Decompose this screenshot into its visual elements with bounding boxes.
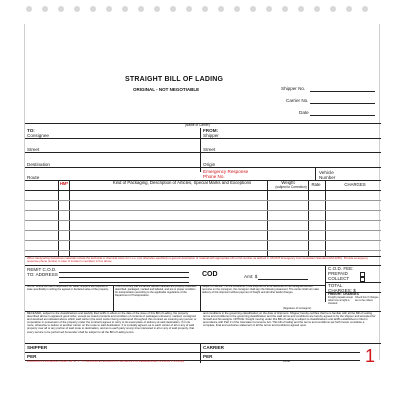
carrier-no-field[interactable] bbox=[310, 103, 375, 104]
terms-text: and conditions in the governing classification on the date of shipment. Shipper hereby certifies that he is familiar with all the Bill of Lading terms and conditions in the governing classification and the said terms and conditions are hereby agreed to by the shipper and accepted for himself and his assigns. NOTICE: Freight moving under this Bill of Lading is subject to classifications and tariffs established or filed in accordance with Part II of the Interstate Commerce Act. This bill of lading and the terms and conditions set forth herein constitute a complete, final and exclusive statement of all the terms and conditions agreed upon. bbox=[203, 312, 376, 328]
cod-amount-field[interactable] bbox=[258, 279, 308, 280]
col-description-header: Kind of Packaging, Description of Articles, Special Marks and Exceptions bbox=[112, 180, 252, 185]
origin-field[interactable] bbox=[200, 167, 381, 168]
shipper-street-field[interactable] bbox=[200, 152, 381, 153]
destination-field[interactable] bbox=[25, 167, 200, 168]
total-charges-label: TOTAL CHARGES: $ bbox=[328, 283, 356, 293]
name-of-carrier-label: (Name of Carrier) bbox=[185, 123, 210, 127]
remit-label: REMIT C.O.D. TO: ADDRESS bbox=[27, 267, 58, 277]
col-weight-subheader: (subject to Correction) bbox=[275, 185, 307, 189]
consignee-label: Consignee bbox=[27, 133, 49, 138]
hazmat-footer: *HAZARDOUS MATERIALS MARK WITH "X" TO DESIGNATE HAZARDOUS MATERIALS AS REFERENCED IN 49CFR 172.201(A) bbox=[26, 360, 185, 363]
col-charges-header: CHARGES bbox=[344, 182, 366, 187]
carrier-per-label: PER bbox=[203, 354, 213, 359]
phone-no-label: Phone No. bbox=[203, 174, 225, 179]
table-row[interactable] bbox=[25, 210, 381, 211]
footer-date-label: DATE bbox=[283, 360, 290, 363]
cod-fee-label: C.O.D. FEE: PREPAID COLLECT bbox=[328, 266, 354, 281]
shipper-no-field[interactable] bbox=[310, 91, 375, 92]
value-note: NOTE: Where the rate is dependent on value, shippers are required to state specifically in writing the agreed or declared value of the property. bbox=[27, 286, 109, 291]
table-row[interactable] bbox=[25, 230, 381, 231]
table-row[interactable] bbox=[25, 240, 381, 241]
col-weight-header: Weight bbox=[281, 180, 295, 185]
shipper-no-label: Shipper No. bbox=[281, 86, 306, 91]
amt-label: Amt: $ bbox=[244, 274, 258, 279]
col-rate-header: Rate bbox=[311, 182, 321, 187]
shipper-signature-label: SHIPPER bbox=[27, 345, 48, 350]
copy-number: 1 bbox=[365, 346, 376, 366]
subject-note: Subject to Section 7 of the conditions, if this shipment is to be delivered to the consignee without recourse on the consignor, the consignor shall sign the following statement: The carrier shall not make delivery of this shipment without payment of freight and all other lawful charges. bbox=[202, 286, 320, 294]
shipper-label: Shipper bbox=[203, 133, 219, 138]
shipper-signature-field[interactable] bbox=[25, 352, 200, 353]
carrier-no-label: Carrier No. bbox=[286, 98, 309, 103]
form-title: STRAIGHT BILL OF LADING bbox=[125, 76, 224, 83]
route-label: Route bbox=[27, 175, 40, 180]
remit-city-field[interactable] bbox=[59, 282, 189, 283]
date-label: Date bbox=[299, 110, 309, 115]
street-label-to: Street bbox=[27, 147, 40, 152]
check-box-collect-note: Check box if charges are to be collect bbox=[355, 296, 379, 302]
carrier-cert-note: This is to certify that the above named materials are properly classified, described, packaged, marked and labeled, and are in proper condition for transportation according to the applicable regulations of the Department of Transportation. bbox=[115, 286, 197, 297]
consignee-field[interactable] bbox=[25, 138, 200, 139]
from-label: FROM: bbox=[203, 128, 219, 133]
table-row[interactable] bbox=[25, 250, 381, 251]
remit-name-field[interactable] bbox=[59, 272, 189, 273]
vehicle-number-label: Vehicle Number bbox=[319, 170, 336, 180]
signature-of-consignor-label: (Signature of Consignor) bbox=[283, 307, 312, 310]
carrier-signature-field[interactable] bbox=[200, 352, 360, 353]
destination-label: Destination bbox=[27, 162, 50, 167]
carrier-signature-label: CARRIER bbox=[203, 345, 224, 350]
col-hm-header: HM* bbox=[59, 181, 69, 186]
freight-charges-label: FREIGHT CHARGES bbox=[328, 292, 359, 296]
street-label-from: Street bbox=[203, 147, 216, 152]
hazmat-note: When transporting hazardous materials include the technical or chemical name for n.o.s. (not otherwise specified) or generic description of material with appropriate UN or NA number as defined in US DOT Emergency Communication Standard (HM-126C). Provide emergency response phone number in case of incident or accident in box above. bbox=[27, 257, 368, 264]
table-row[interactable] bbox=[25, 220, 381, 221]
origin-label: Origin bbox=[203, 162, 216, 167]
shipper-field[interactable] bbox=[200, 138, 381, 139]
freight-prepaid-note: Freight prepaid except when box at right is checked bbox=[328, 296, 353, 305]
to-label: TO: bbox=[27, 128, 35, 133]
remit-address-field[interactable] bbox=[59, 277, 189, 278]
consignee-street-field[interactable] bbox=[25, 152, 200, 153]
form-subtitle: ORIGINAL - NOT NEGOTIABLE bbox=[133, 87, 200, 92]
date-field[interactable] bbox=[310, 115, 375, 116]
received-text: RECEIVED, subject to the classifications and lawfully filed tariffs in effect on the date of the issue of this Bill of Lading, the property described above in apparent good order, except as noted (contents and condition of contents of packages unknown), marked, consigned and destined as indicated above which said carrier (the word carrier being understood throughout this contract as meaning any person or corporation in possession of the property under the contract) agrees to carry to its usual place of delivery at said destination, if on its route, otherwise to deliver to another carrier on the route to said destination. It is mutually agreed, as to each carrier of all or any of said property over all or any portion of said route to destination, and as to each party at any time interested in all or any of said property, that every service to be performed hereunder shall be subject to all the Bill of Lading terms. bbox=[27, 312, 197, 334]
cod-label: COD bbox=[202, 271, 218, 278]
shipper-per-label: PER bbox=[27, 354, 37, 359]
emergency-response-label: Emergency Response bbox=[203, 169, 249, 174]
table-row[interactable] bbox=[25, 200, 381, 201]
